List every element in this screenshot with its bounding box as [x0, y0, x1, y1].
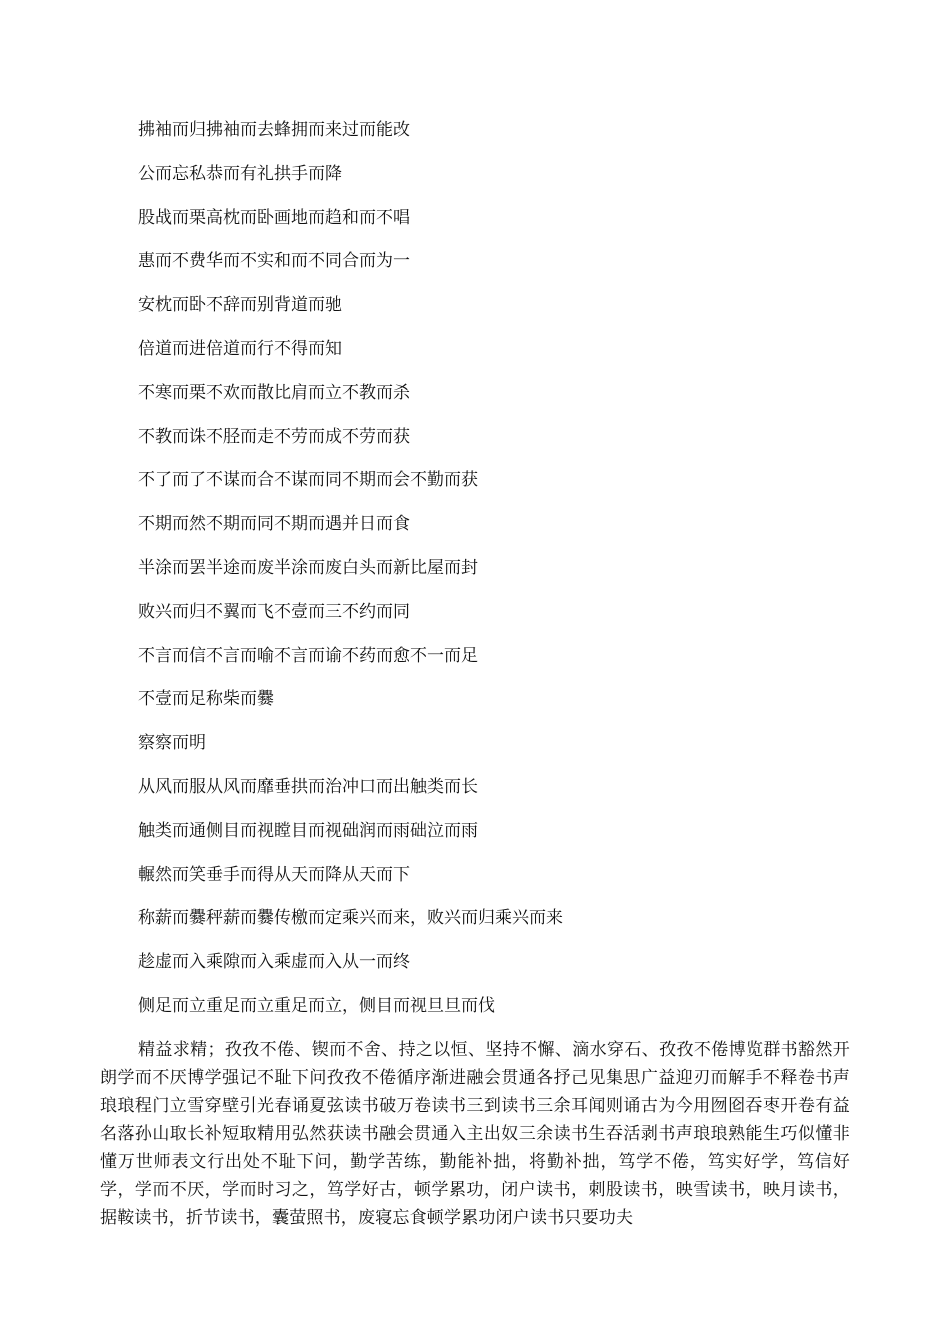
idiom-line: 不壹而足称柴而爨: [138, 689, 274, 710]
idiom-line: 侧足而立重足而立重足而立，侧目而视旦旦而伐: [138, 995, 495, 1016]
idiom-line: 倍道而进倍道而行不得而知: [138, 338, 342, 359]
idiom-line: 不教而诛不胫而走不劳而成不劳而获: [138, 426, 410, 447]
idiom-line: 察察而明: [138, 733, 206, 754]
idiom-line: 不言而信不言而喻不言而谕不药而愈不一而足: [138, 645, 478, 666]
idiom-line: 股战而栗高枕而卧画地而趋和而不唱: [138, 207, 410, 228]
idiom-line: 触类而通侧目而视瞠目而视础润而雨础泣而雨: [138, 820, 478, 841]
idiom-line: 拂袖而归拂袖而去蜂拥而来过而能改: [138, 120, 410, 140]
idiom-line: 趁虚而入乘隙而入乘虚而入从一而终: [138, 952, 410, 973]
idiom-line: 不期而然不期而同不期而遇并日而食: [138, 514, 410, 535]
idiom-line: 輾然而笑垂手而得从天而降从天而下: [138, 864, 410, 885]
idiom-line: 称薪而爨秤薪而爨传檄而定乘兴而来，败兴而归乘兴而来: [138, 908, 563, 929]
idiom-line: 不寒而栗不欢而散比肩而立不教而杀: [138, 382, 410, 403]
idiom-line: 从风而服从风而靡垂拱而治冲口而出触类而长: [138, 776, 478, 797]
body-paragraph: 精益求精；孜孜不倦、锲而不舍、持之以恒、坚持不懈、滴水穿石、孜孜不倦博览群书豁然开朗学而不厌博学强记不耻下问孜孜不倦循序渐进融会贯通各抒己见集思广益迎刃而解手不释卷书声琅琅程门立雪穿壁引光春诵夏弦读书破万卷读书三到读书三余耳闻则诵古为今用囫囵吞枣开卷有益名落孙山取长补短取精用弘然获读书融会贯通入主出奴三余读书生吞活剥书声琅琅熟能生巧似懂非懂万世师表文行出处不耻下问，勤学苦练，勤能补拙，将勤补拙，笃学不倦，笃实好学，笃信好学，学而不厌，学而时习之，笃学好古，顿学累功，闭户读书，刺股读书，映雪读书，映月读书，据鞍读书，折节读书，囊萤照书，废寝忘食顿学累功闭户读书只要功夫: [100, 1040, 850, 1228]
idiom-line: 公而忘私恭而有礼拱手而降: [138, 163, 342, 184]
idiom-line: 半涂而罢半途而废半涂而废白头而新比屋而封: [138, 557, 478, 578]
idiom-line: 惠而不费华而不实和而不同合而为一: [138, 251, 410, 272]
idiom-list: [138, 118, 858, 1038]
idiom-line: 不了而了不谋而合不谋而同不期而会不勤而获: [138, 470, 478, 491]
idiom-line: 败兴而归不翼而飞不壹而三不约而同: [138, 601, 410, 622]
idiom-line: 安枕而卧不辞而别背道而驰: [138, 295, 342, 316]
